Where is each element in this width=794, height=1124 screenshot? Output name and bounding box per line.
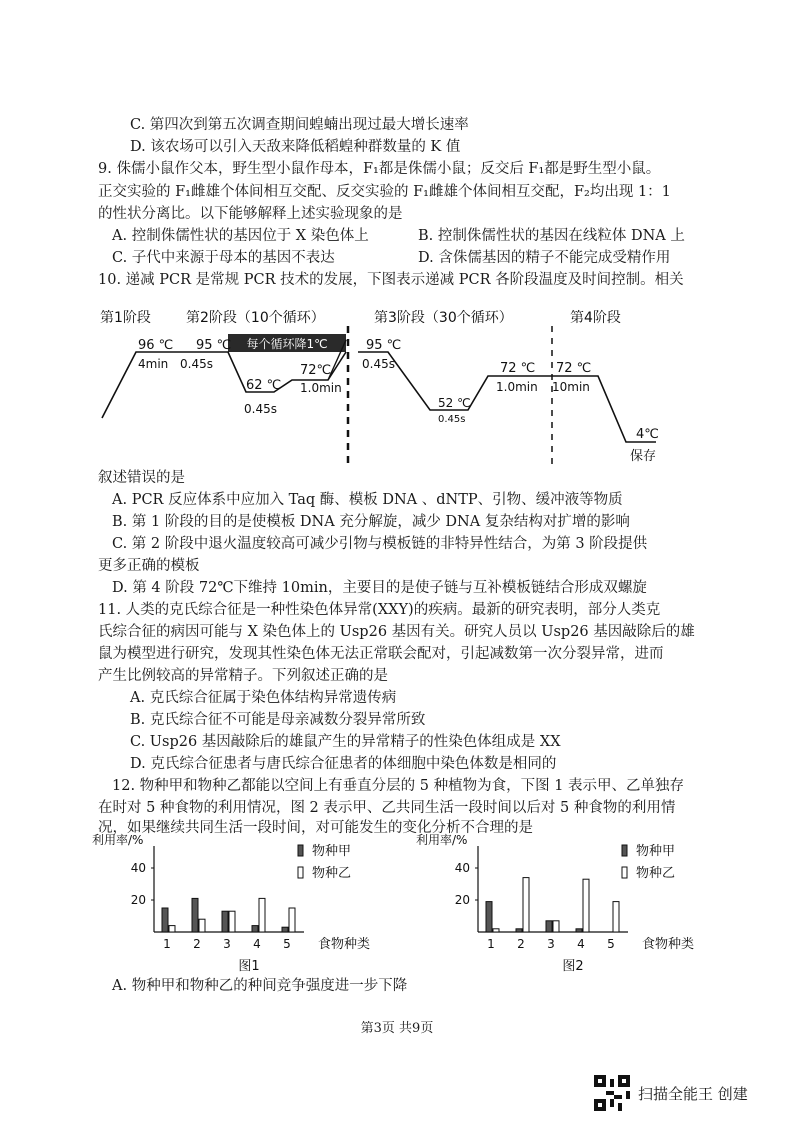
x-tick-label: 2 [517, 937, 525, 951]
bar-species-b-4 [583, 879, 589, 932]
y-axis-label: 利用率/% [92, 833, 144, 847]
question-11-stem: 11. 人类的克氏综合征是一种性染色体异常(XXY)的疾病。最新的研究表明，部分人类克 [98, 602, 661, 618]
legend-swatch [622, 845, 627, 856]
annotation-text: 每个循环降1℃ [246, 337, 328, 351]
qr-code-icon [594, 1075, 630, 1111]
legend-label: 物种甲 [312, 844, 352, 859]
question-9-option-d: D. 含侏儒基因的精子不能完成受精作用 [418, 250, 671, 266]
y-axis-label: 利用率/% [416, 833, 468, 847]
question-12-stem-2: 在时对 5 种食物的利用情况，图 2 表示甲、乙共同生活一段时间以后对 5 种食物的利用情 [98, 800, 676, 816]
d045d-label: 0.45s [438, 414, 466, 425]
figure-1-bar-chart [88, 832, 388, 978]
figure-title: 图2 [562, 959, 584, 974]
question-11-stem-3: 鼠为模型进行研究，发现其性染色体无法正常联会配对，引起减数第一次分裂异常，进而 [98, 646, 664, 662]
d045b-label: 0.45s [244, 402, 277, 416]
t62-label: 62 ℃ [246, 378, 282, 393]
legend-swatch [622, 867, 627, 878]
bar-species-a-2 [192, 898, 198, 932]
q12-option-a: A. 物种甲和物种乙的种间竞争强度进一步下降 [112, 978, 408, 994]
x-tick-label: 3 [223, 937, 231, 951]
question-11-stem-4: 产生比例较高的异常精子。下列叙述正确的是 [98, 668, 388, 684]
scanner-watermark [594, 1075, 778, 1111]
bar-species-a-3 [222, 911, 228, 932]
q10-option-c: C. 第 2 阶段中退火温度较高可减少引物与模板链的非特异性结合，为第 3 阶段提供 [112, 536, 648, 552]
question-12-stem: 12. 物种甲和物种乙都能以空间上有垂直分层的 5 种植物为食，下图 1 表示甲、乙单独存 [112, 778, 685, 794]
q11-option-c: C. Usp26 基因敲除后的雄鼠产生的异常精子的性染色体组成是 XX [130, 734, 561, 750]
question-9-option-b: B. 控制侏儒性状的基因在线粒体 DNA 上 [418, 228, 685, 244]
question-11-stem-2: 氏综合征的病因可能与 X 染色体上的 Usp26 基因有关。研究人员以 Usp26 基因敲除后的雄 [98, 624, 695, 640]
x-tick-label: 5 [283, 937, 291, 951]
stage3-label: 第3阶段（30个循环） [374, 310, 513, 326]
d10min-label: 10min [552, 380, 590, 394]
bar-species-a-5 [282, 927, 288, 932]
legend-label: 物种甲 [636, 844, 676, 859]
q10-option-a: A. PCR 反应体系中应加入 Taq 酶、模板 DNA 、dNTP、引物、缓冲液等物质 [112, 492, 623, 508]
q11-option-d: D. 克氏综合征患者与唐氏综合征患者的体细胞中染色体数是相同的 [130, 756, 557, 772]
t95b-label: 95 ℃ [366, 338, 402, 353]
bar-species-b-2 [523, 878, 529, 932]
bar-species-b-4 [259, 898, 265, 932]
t96-label: 96 ℃ [138, 338, 174, 353]
t72c-label: 72 ℃ [556, 361, 592, 376]
x-tick-label: 5 [607, 937, 615, 951]
question-9-option-a: A. 控制侏儒性状的基因位于 X 染色体上 [112, 228, 369, 244]
x-axis-label: 食物种类 [318, 937, 371, 952]
d045c-label: 0.45s [362, 357, 395, 371]
bar-species-a-1 [162, 908, 168, 932]
bar-species-b-2 [199, 919, 205, 932]
bar-species-b-1 [493, 929, 499, 932]
stage2-label: 第2阶段（10个循环） [186, 310, 325, 326]
y-tick-label: 40 [130, 861, 146, 875]
bar-species-b-5 [289, 908, 295, 932]
question-12-stem-3: 况，如果继续共同生活一段时间，对可能发生的变化分析不合理的是 [98, 820, 533, 836]
d4min-label: 4min [138, 357, 169, 371]
bar-species-b-1 [169, 926, 175, 932]
d045a-label: 0.45s [180, 357, 213, 371]
y-tick-label: 20 [454, 893, 470, 907]
question-9-option-c: C. 子代中来源于母本的基因不表达 [112, 250, 335, 266]
legend-label: 物种乙 [312, 866, 352, 881]
figure-2-bar-chart [412, 832, 712, 978]
q11-option-b: B. 克氏综合征不可能是母亲减数分裂异常所致 [130, 712, 426, 728]
x-axis-label: 食物种类 [642, 937, 695, 952]
x-tick-label: 4 [253, 937, 261, 951]
page-footer: 第3页 共9页 [360, 1021, 434, 1036]
d10b-label: 1.0min [496, 380, 538, 394]
q11-option-a: A. 克氏综合征属于染色体结构异常遗传病 [130, 690, 397, 706]
x-tick-label: 4 [577, 937, 585, 951]
y-tick-label: 20 [130, 893, 146, 907]
bar-species-a-2 [516, 929, 522, 932]
x-tick-label: 1 [163, 937, 171, 951]
t52-label: 52 ℃ [438, 396, 471, 410]
t72b-label: 72 ℃ [500, 361, 536, 376]
figure-title: 图1 [238, 959, 260, 974]
scanner-watermark-text: 扫描全能王 创建 [638, 1085, 748, 1103]
bar-species-b-5 [613, 902, 619, 932]
bar-species-a-1 [486, 902, 492, 932]
q10-option-d: D. 第 4 阶段 72℃下维持 10min，主要目的是使子链与互补模板链结合形成双螺旋 [112, 580, 647, 596]
question-10-stem: 10. 递减 PCR 是常规 PCR 技术的发展，下图表示递减 PCR 各阶段温度及时间控制。相关 [98, 272, 684, 288]
t72a-label: 72℃ [300, 363, 332, 378]
t4-label: 4℃ [636, 427, 659, 442]
option-d-text: D. 该农场可以引入天敌来降低稻蝗种群数量的 K 值 [130, 139, 461, 155]
legend-swatch [298, 867, 303, 878]
d10a-label: 1.0min [300, 381, 342, 395]
bar-species-a-4 [252, 926, 258, 932]
question-9-stem-3: 的性状分离比。以下能够解释上述实验现象的是 [98, 206, 403, 222]
y-tick-label: 40 [454, 861, 470, 875]
option-c-text: C. 第四次到第五次调查期间蝗蝻出现过最大增长速率 [130, 117, 469, 133]
x-tick-label: 2 [193, 937, 201, 951]
legend-label: 物种乙 [636, 866, 676, 881]
x-tick-label: 1 [487, 937, 495, 951]
bar-species-a-3 [546, 921, 552, 932]
stage4-label: 第4阶段 [570, 310, 621, 326]
x-tick-label: 3 [547, 937, 555, 951]
q10-option-c-cont: 更多正确的模板 [98, 558, 200, 574]
bar-species-a-4 [576, 929, 582, 932]
question-9-stem: 9. 侏儒小鼠作父本，野生型小鼠作母本，F₁都是侏儒小鼠；反交后 F₁都是野生型小鼠。 [98, 161, 661, 177]
q10-tail: 叙述错误的是 [98, 470, 185, 486]
q10-option-b: B. 第 1 阶段的目的是使模板 DNA 充分解旋，减少 DNA 复杂结构对扩增的影响 [112, 514, 630, 530]
question-9-stem-2: 正交实验的 F₁雌雄个体间相互交配、反交实验的 F₁雌雄个体间相互交配，F₂均出现 1：1 [98, 184, 671, 200]
bar-species-b-3 [229, 911, 235, 932]
legend-swatch [298, 845, 303, 856]
t95a-label: 95 ℃ [196, 338, 232, 353]
stage1-label: 第1阶段 [100, 310, 151, 326]
store-label: 保存 [630, 449, 657, 464]
bar-species-b-3 [553, 921, 559, 932]
pcr-temperature-diagram [96, 300, 706, 470]
